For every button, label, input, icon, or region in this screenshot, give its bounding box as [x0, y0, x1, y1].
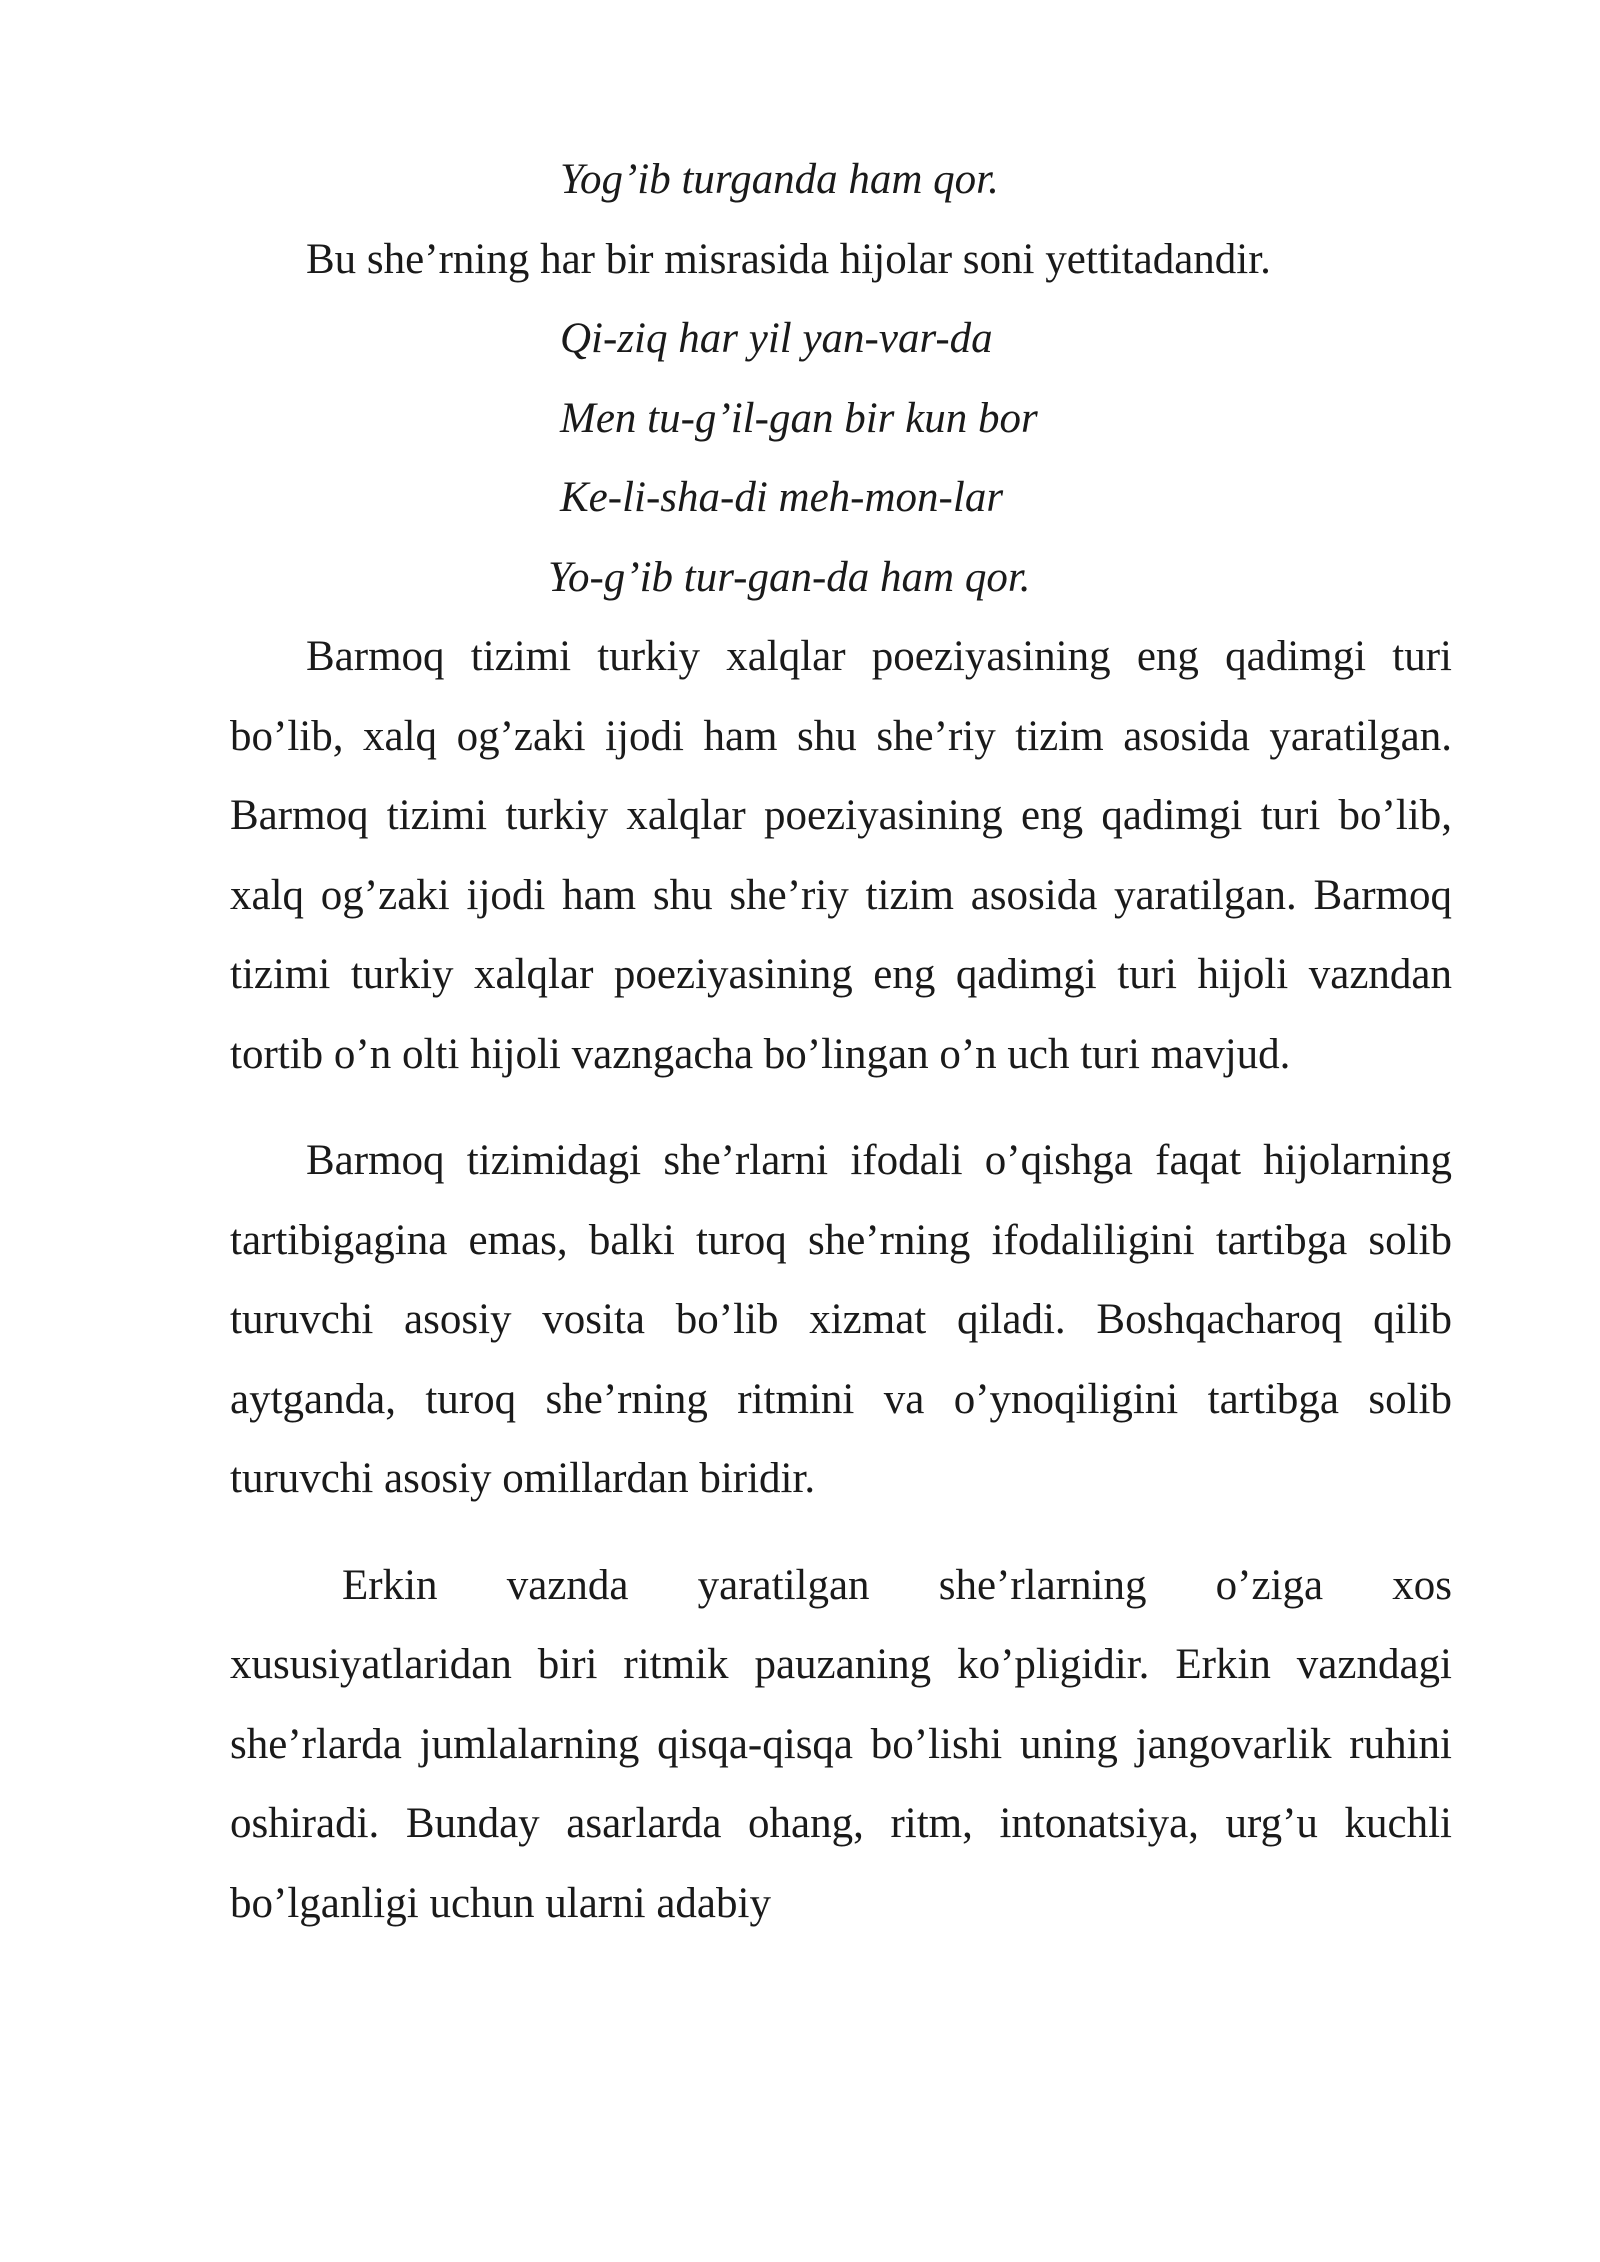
paragraph-barmoq-tizimi: Barmoq tizimi turkiy xalqlar poeziyasining eng qadimgi turi bo’lib, xalq og’zaki ijodi ham shu she’riy tizim asosida yaratilgan. Barmoq tizimi turkiy xalqlar poeziyasining eng qadimgi turi bo’lib, xalq og’zaki ijodi ham shu she’riy tizim asosida yaratilgan. Barmoq tizimi turkiy xalqlar poeziyasining eng qadimgi turi hijoli vazndan tortib o’n olti hijoli vazngacha bo’lingan o’n uch turi mavjud.	[230, 633, 1452, 1078]
paragraph-clip	[230, 1546, 1452, 1944]
syllable-note: Bu she’rning har bir misrasida hijolar soni yettitadandir.	[306, 235, 1271, 283]
paragraph-erkin-vazn: Erkin vaznda yaratilgan she’rlarning o’ziga xos xususiyatlaridan biri ritmik pauzaning ko’pligidir. Erkin vazndagi she’rlarda jumlalarning qisqa-qisqa bo’lishi uning jangovarlik ruhini oshiradi. Bunday asarlarda ohang, ritm, intonatsiya, urg’u kuchli bo’lganligi uchun ularni adabiy	[230, 1561, 1452, 1927]
verse-line-1: Qi-ziq har yil yan-var-da	[560, 315, 993, 362]
paragraph-barmoq-tizimidagi: Barmoq tizimidagi she’rlarni ifodali o’qishga faqat hijolarning tartibigagina emas, balki turoq she’rning ifodaliligini tartibga solib turuvchi asosiy vosita bo’lib xizmat qiladi. Boshqacharoq qilib aytganda, turoq she’rning ritmini va o’ynoqiligini tartibga solib turuvchi asosiy omillardan biridir.	[230, 1137, 1452, 1502]
document-body	[230, 140, 1452, 1943]
verse-line-3: Ke-li-sha-di meh-mon-lar	[560, 474, 1004, 521]
paragraph-gap	[230, 1094, 1452, 1121]
paragraph-gap	[230, 1519, 1452, 1546]
verse-line-2: Men tu-g’il-gan bir kun bor	[560, 394, 1038, 442]
verse-line-top: Yog’ib turganda ham qor.	[560, 156, 999, 203]
verse-line-4: Yo-g’ib tur-gan-da ham qor.	[548, 553, 1031, 601]
